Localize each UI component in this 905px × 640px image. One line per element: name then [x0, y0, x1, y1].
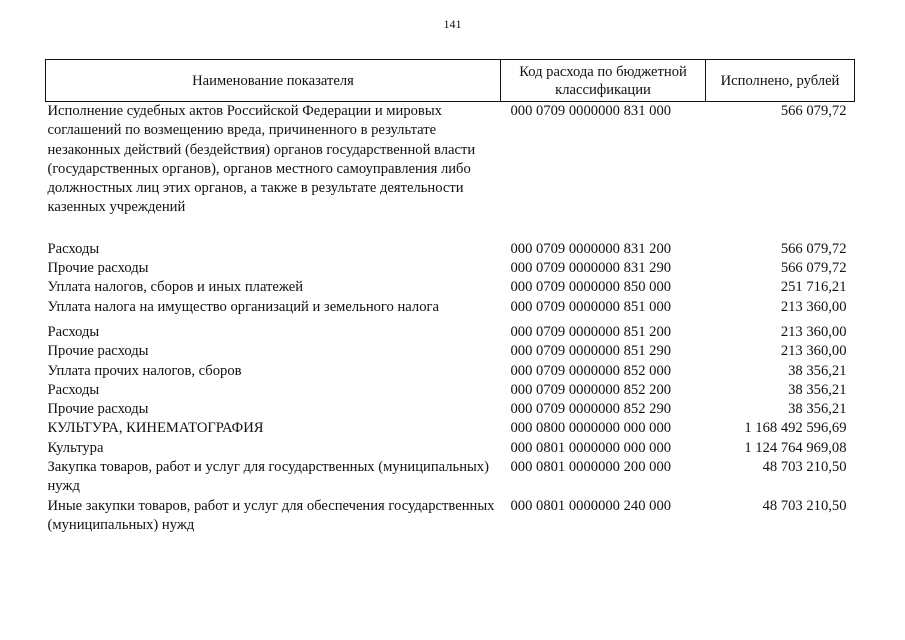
table-row: [46, 419, 855, 438]
row-amount: 213 360,00: [780, 343, 847, 360]
table-row: [46, 362, 855, 381]
row-amount: 38 356,21: [788, 401, 847, 418]
row-code: 000 0709 0000000 852 000: [510, 362, 672, 379]
row-code: 000 0800 0000000 000 000: [510, 420, 672, 437]
row-amount: 38 356,21: [788, 362, 847, 379]
row-amount: 48 703 210,50: [762, 459, 847, 476]
table-row: [46, 102, 855, 240]
row-amount: 1 168 492 596,69: [744, 420, 847, 437]
row-code: 000 0709 0000000 850 000: [510, 279, 672, 296]
table-row: [46, 381, 855, 400]
row-name: Уплата прочих налогов, сборов: [47, 362, 242, 379]
row-code: 000 0709 0000000 831 290: [510, 260, 672, 277]
row-name: Уплата налога на имущество организаций и земельного налога: [47, 298, 439, 315]
table-row: [46, 259, 855, 278]
row-amount: 566 079,72: [780, 103, 847, 119]
table-row: [46, 298, 855, 323]
row-code: 000 0709 0000000 851 200: [510, 323, 672, 340]
table-row: [46, 342, 855, 361]
table-row: [46, 278, 855, 297]
header-executed-amount: Исполнено, рублей: [706, 60, 855, 102]
row-name: Уплата налогов, сборов и иных платежей: [47, 279, 304, 296]
table-row: [46, 439, 855, 458]
row-name: Закупка товаров, работ и услуг для государственных (муниципальных) нужд: [47, 459, 489, 495]
row-name: Расходы: [47, 323, 100, 340]
row-code: 000 0801 0000000 240 000: [510, 497, 672, 514]
row-name: Прочие расходы: [47, 343, 149, 360]
row-amount: 213 360,00: [780, 298, 847, 315]
row-code: 000 0709 0000000 831 000: [510, 103, 672, 119]
budget-execution-table: [45, 59, 855, 535]
row-code: 000 0709 0000000 851 290: [510, 343, 672, 360]
row-amount: 566 079,72: [780, 260, 847, 277]
row-amount: 566 079,72: [780, 240, 847, 257]
row-name: Прочие расходы: [47, 260, 149, 277]
table-header-row: [46, 60, 855, 102]
row-code: 000 0709 0000000 831 200: [510, 240, 672, 257]
row-name: Культура: [47, 439, 104, 456]
row-amount: 213 360,00: [780, 323, 847, 340]
row-amount: 251 716,21: [780, 279, 847, 296]
table-row: [46, 323, 855, 342]
row-code: 000 0709 0000000 851 000: [510, 298, 672, 315]
row-name: Расходы: [47, 240, 100, 257]
row-name: Расходы: [47, 381, 100, 398]
row-amount: 1 124 764 969,08: [744, 439, 847, 456]
page-number: 141: [443, 17, 462, 31]
row-name: КУЛЬТУРА, КИНЕМАТОГРАФИЯ: [47, 420, 264, 437]
row-name: Иные закупки товаров, работ и услуг для обеспечения государственных (муниципальных) нужд: [47, 497, 495, 533]
table-row: [46, 240, 855, 259]
row-code: 000 0709 0000000 852 290: [510, 401, 672, 418]
table-row: [46, 497, 855, 536]
table-row: [46, 458, 855, 497]
row-amount: 48 703 210,50: [762, 497, 847, 514]
row-code: 000 0801 0000000 200 000: [510, 459, 672, 476]
row-code: 000 0801 0000000 000 000: [510, 439, 672, 456]
header-budget-code: Код расхода по бюджетной классификации: [501, 60, 706, 102]
row-amount: 38 356,21: [788, 381, 847, 398]
row-name: Исполнение судебных актов Российской Федерации и мировых соглашений по возмещению вреда, причиненного в результате незаконных действий (бездействия) органов государственной власти (государственных органов), органов местного самоуправления либо должностных лиц этих органов, а также в результате деятельности казенных учреждений: [47, 103, 476, 216]
row-code: 000 0709 0000000 852 200: [510, 381, 672, 398]
table-row: [46, 400, 855, 419]
row-name: Прочие расходы: [47, 401, 149, 418]
header-indicator-name: Наименование показателя: [46, 60, 501, 102]
